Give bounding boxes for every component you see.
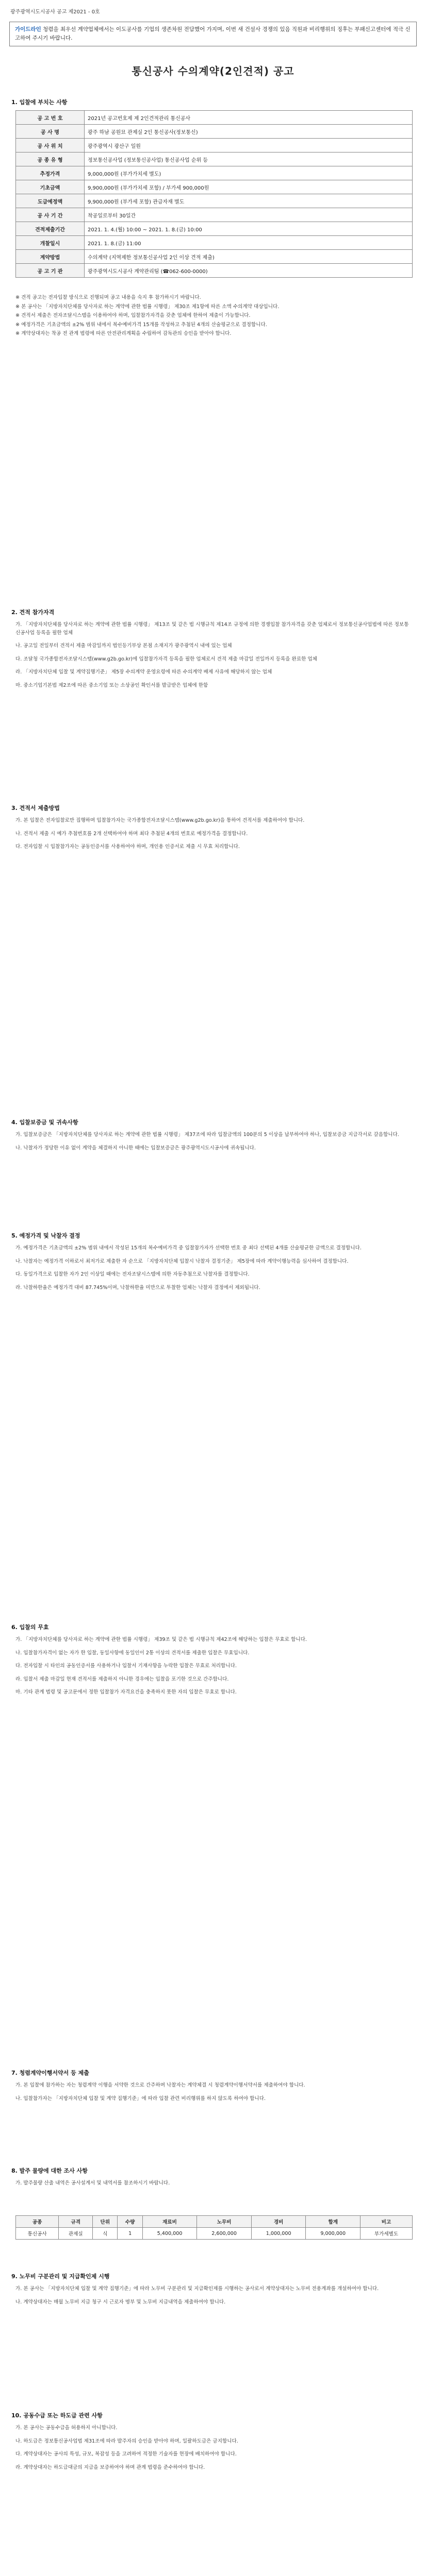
bid-info-value: 9,000,000원 (부가가치세 별도) [85,166,413,180]
bid-info-row [16,208,413,222]
table-cell: 1,000,000 [251,2228,306,2240]
bid-info-value: 광주 하남 공원묘 관제실 2인 통신공사(정보통신) [85,125,413,139]
table-cell: 부가세별도 [361,2228,413,2240]
banner-text: 청렴을 최우선 계약업체에서는 이도공사를 기업의 생존차원 전담했어 가지며, 이번 새 건설사 경쟁의 있음 직원과 비리행위의 징후는 부패신고센터에 적극 신고하여 주시기 바랍니다. [15,26,411,41]
paragraph-item: 나. 입찰참가자격이 없는 자가 한 입찰, 동일사항에 동일인이 2통 이상의 견적서를 제출한 입찰은 무효입니다. [15,1650,250,1656]
paragraph-item: 가. 입찰보증금은 「지방자치단체를 당사자로 하는 계약에 관한 법률 시행령」 제37조에 따라 입찰금액의 100분의 5 이상을 납부하여야 하나, 입찰보증금 지급각서로 갈음합니다. [15,1132,399,1138]
paragraph-item: 가. 예정가격은 기초금액의 ±2% 범위 내에서 작성된 15개의 복수예비가격 중 입찰참가자가 선택한 번호 중 최다 선택된 4개를 산술평균한 금액으로 결정합니다. [15,1245,362,1251]
banner-lead: 가이드라인 [15,26,41,32]
paragraph-item: 가. 본 입찰은 전자입찰로만 집행하며 입찰참가자는 국가종합전자조달시스템(www.g2b.go.kr)을 통하여 견적서를 제출하여야 합니다. [15,818,305,823]
page-title: 통신공사 수의계약(2인견적) 공고 [132,65,294,77]
bid-info-row [16,264,413,278]
paragraph-item: 나. 계약상대자는 매월 노무비 지급 청구 시 근로자 명부 및 노무비 지급내역을 제출하여야 합니다. [15,2299,226,2305]
bid-info-key: 기초금액 [16,180,85,194]
paragraph-item: 나. 공고일 전일부터 견적서 제출 마감일까지 법인등기부상 본점 소재지가 광주광역시 내에 있는 업체 [15,643,232,649]
section6-body [15,1636,413,1702]
bid-info-value: 광주광역시 광산구 일원 [85,139,413,152]
paragraph-item: 다. 동일가격으로 입찰한 자가 2인 이상일 때에는 전자조달시스템에 의한 자동추첨으로 낙찰자를 결정합니다. [15,1272,250,1277]
bid-info-row [16,111,413,125]
section8-body [15,2179,413,2193]
table-header-row [16,2216,413,2228]
table-header-cell: 규격 [59,2216,93,2228]
bid-info-row [16,125,413,139]
bid-info-row [16,236,413,250]
paragraph-item: 마. 기타 관계 법령 및 공고문에서 정한 입찰참가 자격요건을 충족하지 못한 자의 입찰은 무효로 합니다. [15,1689,237,1695]
paragraph-item: 나. 낙찰자는 예정가격 이하로서 최저가로 제출한 자 순으로 「지방자치단체 입찰시 낙찰자 결정기준」 제5장에 따라 계약이행능력을 심사하여 결정합니다. [15,1258,349,1264]
section4-heading: 4. 입찰보증금 및 귀속사항 [11,1119,78,1126]
note-line: ※ 예정가격은 기초금액의 ±2% 범위 내에서 복수예비가격 15개를 작성하고 추첨된 4개의 산술평균으로 결정합니다. [15,321,267,328]
bid-info-row [16,152,413,166]
table-cell: 1 [118,2228,142,2240]
section9-heading: 9. 노무비 구분관리 및 지급확인제 시행 [11,2273,110,2280]
table-header-cell: 공종 [16,2216,59,2228]
bid-info-key: 개찰일시 [16,236,85,250]
bid-info-value: 9,900,000원 (부가세 포함) 관급자재 별도 [85,194,413,208]
bid-info-key: 계약방법 [16,250,85,264]
table-header-cell: 단위 [93,2216,118,2228]
bid-info-value: 9,900,000원 (부가가치세 포함) / 부가세 900,000원 [85,180,413,194]
paragraph-item: 나. 낙찰자가 정당한 이유 없이 계약을 체결하지 아니한 때에는 입찰보증금은 광주광역시도시공사에 귀속됩니다. [15,1145,256,1151]
section1-heading: 1. 입찰에 부치는 사항 [11,99,68,106]
paragraph-item: 가. 「지방자치단체를 당사자로 하는 계약에 관한 법률 시행령」 제13조 및 같은 법 시행규칙 제14조 규정에 의한 경쟁입찰 참가자격을 갖춘 업체로서 정보통신공사업법에 따른 정보통신공사업 등록을 필한 업체 [15,622,409,636]
table-cell: 9,000,000 [306,2228,361,2240]
note-line: ※ 견적 공고는 전자입찰 방식으로 진행되며 공고 내용을 숙지 후 참가하시기 바랍니다. [15,295,201,300]
table-cell: 5,400,000 [142,2228,197,2240]
note-line: ※ 계약상대자는 착공 전 관계 법령에 따른 안전관리계획을 수립하여 감독관의 승인을 받아야 합니다. [15,331,232,336]
note-line: ※ 본 공사는 「지방자치단체를 당사자로 하는 계약에 관한 법률 시행령」 제30조 제1항에 따른 소액 수의계약 대상입니다. [15,303,280,310]
bid-info-row [16,139,413,152]
section9-body [15,2285,413,2311]
bid-info-key: 견적제출기간 [16,222,85,236]
paragraph-item: 가. 「지방자치단체를 당사자로 하는 계약에 관한 법률 시행령」 제39조 및 같은 법 시행규칙 제42조에 해당하는 입찰은 무효로 합니다. [15,1637,307,1642]
paragraph-item: 가. 본 공사는 「지방자치단체 입찰 및 계약 집행기준」에 따라 노무비 구분관리 및 지급확인제를 시행하는 공사로서 계약상대자는 노무비 전용계좌를 개설하여야 합니다. [15,2286,379,2292]
table-cell: 2,600,000 [197,2228,252,2240]
bid-info-row [16,180,413,194]
paragraph-item: 라. 낙찰하한율은 예정가격 대비 87.745%이며, 낙찰하한율 미만으로 투찰한 업체는 낙찰자 결정에서 제외됩니다. [15,1284,260,1291]
section1-notes [15,294,413,339]
section5-body [15,1244,413,1297]
table-header-cell: 경비 [251,2216,306,2228]
bid-info-table [15,110,413,278]
bid-info-row [16,222,413,236]
note-line: ※ 견적서 제출은 전자조달시스템을 이용하여야 하며, 입찰참가자격을 갖춘 업체에 한하여 제출이 가능합니다. [15,313,251,318]
bid-info-row [16,166,413,180]
section5-heading: 5. 예정가격 및 낙찰자 결정 [11,1232,80,1239]
table-header-cell: 노무비 [197,2216,252,2228]
table-header-cell: 수량 [118,2216,142,2228]
bid-info-value: 정보통신공사업 (정보통신공사업) 통신공사업 순위 등 [85,152,413,166]
paragraph-item: 다. 전자입찰 시 입찰참가자는 공동인증서를 사용하여야 하며, 개인용 인증서로 제출 시 무효 처리합니다. [15,844,240,850]
bid-info-key: 공 고 기 관 [16,264,85,278]
bid-info-key: 도급예정액 [16,194,85,208]
paragraph-item: 가. 본 공사는 공동수급을 허용하지 아니합니다. [15,2425,118,2431]
section7-body [15,2081,413,2108]
table-header-cell: 합계 [306,2216,361,2228]
bid-info-key: 공 사 위 치 [16,139,85,152]
paragraph-item: 라. 계약상대자는 하도급대금의 지급을 보증하여야 하며 관계 법령을 준수하여야 합니다. [15,2464,205,2470]
bid-info-value: 2021년 공고번호제 제 2인견적관리 통신공사 [85,111,413,125]
announcement-number: 광주광역시도시공사 공고 제2021 - 0호 [10,9,100,15]
table-header-cell: 비고 [361,2216,413,2228]
table-cell: 관제실 [59,2228,93,2240]
bid-info-value: 2021. 1. 4.(월) 10:00 ~ 2021. 1. 8.(금) 10:00 [85,222,413,236]
paragraph-item: 나. 견적서 제출 시 예가 추첨번호를 2개 선택하여야 하며 최다 추첨된 4개의 번호로 예정가격을 결정합니다. [15,831,248,837]
section4-body [15,1131,413,1157]
section7-heading: 7. 청렴계약이행서약서 등 제출 [11,2070,89,2076]
paragraph-item: 가. 본 입찰에 참가하는 자는 청렴계약 이행을 서약한 것으로 간주하며 낙찰자는 계약체결 시 청렴계약이행서약서를 제출하여야 합니다. [15,2082,305,2088]
bid-info-key: 공 종 유 형 [16,152,85,166]
section10-body [15,2424,413,2477]
table-cell: 식 [93,2228,118,2240]
section2-body [15,621,413,694]
bid-info-key: 공 사 명 [16,125,85,139]
table-header-cell: 재료비 [142,2216,197,2228]
section2-heading: 2. 견적 참가자격 [11,609,55,616]
section10-heading: 10. 공동수급 또는 하도급 관련 사항 [11,2412,103,2419]
paragraph-item: 나. 입찰참가자는 「지방자치단체 입찰 및 계약 집행기준」에 따라 입찰 관련 비리행위를 하지 않도록 하여야 합니다. [15,2095,266,2102]
table-row [16,2228,413,2240]
bid-info-value: 수의계약 (지역제한 정보통신공사업 2인 이상 견적 제출) [85,250,413,264]
bid-info-row [16,250,413,264]
bid-info-key: 공 사 기 간 [16,208,85,222]
quantity-table [15,2215,413,2240]
paragraph-item: 마. 중소기업기본법 제2조에 따른 중소기업 또는 소상공인 확인서를 발급받은 업체에 한함 [15,682,208,688]
bid-info-value: 착공일로부터 30일간 [85,208,413,222]
section8-heading: 8. 발주 물량에 대한 조사 사항 [11,2167,88,2174]
bid-info-key: 공 고 번 호 [16,111,85,125]
section6-heading: 6. 입찰의 무효 [11,1624,49,1631]
section3-body [15,817,413,856]
paragraph-item: 라. 「지방자치단체 입찰 및 계약집행기준」 제5장 수의계약 운영요령에 따른 수의계약 배제 사유에 해당하지 않는 업체 [15,669,272,675]
integrity-banner [9,22,417,46]
paragraph-item: 다. 전자입찰 시 타인의 공동인증서를 사용하거나 입찰서 기재사항을 누락한 입찰은 무효로 처리합니다. [15,1663,237,1669]
paragraph-item: 다. 계약상대자는 공사의 특성, 규모, 복잡성 등을 고려하여 적정한 기술자를 현장에 배치하여야 합니다. [15,2451,237,2457]
paragraph-item: 가. 발주물량 산출 내역은 공사설계서 및 내역서를 참조하시기 바랍니다. [15,2180,170,2186]
bid-info-value: 광주광역시도시공사 계약관리팀 (☎062-600-0000) [85,264,413,278]
bid-info-value: 2021. 1. 8.(금) 11:00 [85,236,413,250]
paragraph-item: 다. 조달청 국가종합전자조달시스템(www.g2b.go.kr)에 입찰참가자격 등록을 필한 업체로서 견적 제출 마감일 전일까지 등록을 완료한 업체 [15,656,317,662]
paragraph-item: 라. 입찰서 제출 마감일 현재 견적서를 제출하지 아니한 경우에는 입찰을 포기한 것으로 간주합니다. [15,1676,229,1682]
bid-info-key: 추정가격 [16,166,85,180]
paragraph-item: 나. 하도급은 정보통신공사업법 제31조에 따라 발주자의 승인을 받아야 하며, 일괄하도급은 금지합니다. [15,2438,238,2444]
section3-heading: 3. 견적서 제출방법 [11,805,60,811]
table-cell: 통신공사 [16,2228,59,2240]
bid-info-row [16,194,413,208]
